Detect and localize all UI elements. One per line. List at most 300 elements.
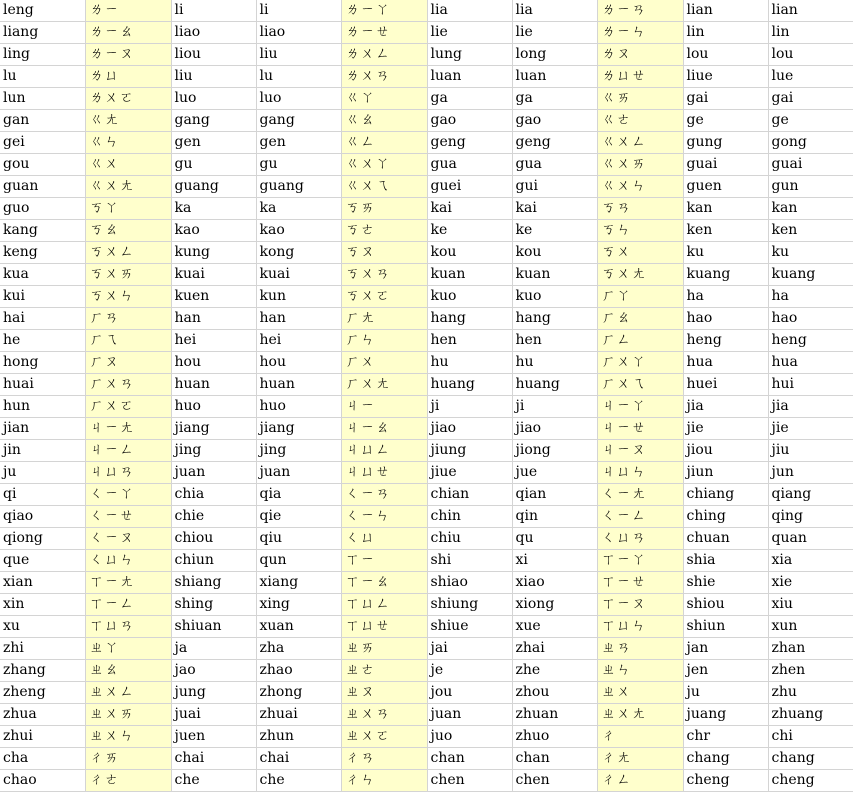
pinyin-cell[interactable]: chiang [683,484,768,506]
zhuyin-cell[interactable]: ㄎㄨㄣ [85,286,171,308]
pinyin-cell[interactable]: zhuai [256,704,341,726]
zhuyin-cell[interactable]: ㄎㄣ [597,220,683,242]
pinyin-cell[interactable]: gei [0,132,85,154]
pinyin-cell[interactable]: jiung [427,440,512,462]
zhuyin-cell[interactable]: ㄓㄨㄞ [85,704,171,726]
pinyin-cell[interactable]: hong [0,352,85,374]
pinyin-cell[interactable]: hang [427,308,512,330]
pinyin-cell[interactable]: han [256,308,341,330]
zhuyin-cell[interactable]: ㄍㄜ [597,110,683,132]
pinyin-cell[interactable]: hei [171,330,256,352]
pinyin-cell[interactable]: chie [171,506,256,528]
pinyin-cell[interactable]: cha [0,748,85,770]
zhuyin-cell[interactable]: ㄔㄜ [85,770,171,792]
zhuyin-cell[interactable]: ㄒㄧㄠ [341,572,427,594]
pinyin-cell[interactable]: zhi [0,638,85,660]
pinyin-cell[interactable]: gai [683,88,768,110]
pinyin-cell[interactable]: huang [427,374,512,396]
pinyin-cell[interactable]: huang [512,374,597,396]
pinyin-cell[interactable]: gai [768,88,853,110]
zhuyin-cell[interactable]: ㄔ [597,726,683,748]
pinyin-cell[interactable]: chang [768,748,853,770]
pinyin-cell[interactable]: zhui [0,726,85,748]
pinyin-cell[interactable]: zha [256,638,341,660]
pinyin-cell[interactable]: huan [171,374,256,396]
zhuyin-cell[interactable]: ㄎㄨㄢ [341,264,427,286]
zhuyin-cell[interactable]: ㄌㄩㄝ [597,66,683,88]
zhuyin-cell[interactable]: ㄓㄨㄤ [597,704,683,726]
zhuyin-cell[interactable]: ㄒㄧㄡ [597,594,683,616]
pinyin-cell[interactable]: juen [171,726,256,748]
pinyin-cell[interactable]: liang [0,22,85,44]
pinyin-cell[interactable]: ken [683,220,768,242]
pinyin-cell[interactable]: kuang [683,264,768,286]
pinyin-cell[interactable]: chai [171,748,256,770]
pinyin-cell[interactable]: huan [256,374,341,396]
zhuyin-cell[interactable]: ㄍㄚ [341,88,427,110]
pinyin-cell[interactable]: kuai [171,264,256,286]
pinyin-cell[interactable]: hua [768,352,853,374]
pinyin-cell[interactable]: xin [0,594,85,616]
pinyin-cell[interactable]: lian [683,0,768,22]
pinyin-cell[interactable]: chiu [427,528,512,550]
zhuyin-cell[interactable]: ㄐㄧㄠ [341,418,427,440]
pinyin-cell[interactable]: shiao [427,572,512,594]
pinyin-cell[interactable]: kao [256,220,341,242]
zhuyin-cell[interactable]: ㄏㄚ [597,286,683,308]
zhuyin-cell[interactable]: ㄎㄨ [597,242,683,264]
pinyin-cell[interactable]: gang [256,110,341,132]
zhuyin-cell[interactable]: ㄒㄧㄥ [85,594,171,616]
pinyin-cell[interactable]: han [171,308,256,330]
pinyin-cell[interactable]: kao [171,220,256,242]
zhuyin-cell[interactable]: ㄒㄩㄥ [341,594,427,616]
pinyin-cell[interactable]: shiung [427,594,512,616]
zhuyin-cell[interactable]: ㄔㄞ [85,748,171,770]
pinyin-cell[interactable]: guan [0,176,85,198]
zhuyin-cell[interactable]: ㄎㄢ [597,198,683,220]
pinyin-cell[interactable]: jin [0,440,85,462]
pinyin-cell[interactable]: shing [171,594,256,616]
zhuyin-cell[interactable]: ㄓㄨㄢ [341,704,427,726]
pinyin-cell[interactable]: gua [427,154,512,176]
pinyin-cell[interactable]: leng [0,0,85,22]
pinyin-cell[interactable]: zhan [768,638,853,660]
pinyin-cell[interactable]: liue [683,66,768,88]
pinyin-cell[interactable]: huei [683,374,768,396]
pinyin-cell[interactable]: zhai [512,638,597,660]
zhuyin-cell[interactable]: ㄐㄧ [341,396,427,418]
pinyin-cell[interactable]: chuan [683,528,768,550]
zhuyin-cell[interactable]: ㄓㄞ [341,638,427,660]
zhuyin-cell[interactable]: ㄔㄥ [597,770,683,792]
pinyin-cell[interactable]: chao [0,770,85,792]
zhuyin-cell[interactable]: ㄐㄩㄝ [341,462,427,484]
pinyin-cell[interactable]: jiang [256,418,341,440]
zhuyin-cell[interactable]: ㄏㄨㄢ [85,374,171,396]
pinyin-cell[interactable]: kong [256,242,341,264]
zhuyin-cell[interactable]: ㄓㄨㄛ [341,726,427,748]
pinyin-cell[interactable]: hou [171,352,256,374]
zhuyin-cell[interactable]: ㄍㄨㄚ [341,154,427,176]
pinyin-cell[interactable]: guen [683,176,768,198]
pinyin-cell[interactable]: chiun [171,550,256,572]
pinyin-cell[interactable]: hun [0,396,85,418]
pinyin-cell[interactable]: shiang [171,572,256,594]
pinyin-cell[interactable]: shie [683,572,768,594]
pinyin-cell[interactable]: he [0,330,85,352]
pinyin-cell[interactable]: kuai [256,264,341,286]
pinyin-cell[interactable]: liu [256,44,341,66]
pinyin-cell[interactable]: qiong [0,528,85,550]
pinyin-cell[interactable]: jao [171,660,256,682]
zhuyin-cell[interactable]: ㄌㄨㄢ [341,66,427,88]
pinyin-cell[interactable]: kuang [768,264,853,286]
pinyin-cell[interactable]: gan [0,110,85,132]
zhuyin-cell[interactable]: ㄍㄣ [85,132,171,154]
zhuyin-cell[interactable]: ㄍㄨㄞ [597,154,683,176]
pinyin-cell[interactable]: lia [512,0,597,22]
zhuyin-cell[interactable]: ㄓㄡ [341,682,427,704]
zhuyin-cell[interactable]: ㄑㄧㄣ [341,506,427,528]
pinyin-cell[interactable]: ken [768,220,853,242]
zhuyin-cell[interactable]: ㄍㄨ [85,154,171,176]
pinyin-cell[interactable]: ka [256,198,341,220]
pinyin-cell[interactable]: hou [256,352,341,374]
pinyin-cell[interactable]: qin [512,506,597,528]
pinyin-cell[interactable]: ji [512,396,597,418]
pinyin-cell[interactable]: zhe [512,660,597,682]
pinyin-cell[interactable]: shia [683,550,768,572]
pinyin-cell[interactable]: kuan [512,264,597,286]
pinyin-cell[interactable]: gao [427,110,512,132]
pinyin-cell[interactable]: xia [768,550,853,572]
zhuyin-cell[interactable]: ㄏㄨㄚ [597,352,683,374]
zhuyin-cell[interactable]: ㄍㄥ [341,132,427,154]
pinyin-cell[interactable]: jung [171,682,256,704]
pinyin-cell[interactable]: hui [768,374,853,396]
pinyin-cell[interactable]: juo [427,726,512,748]
pinyin-cell[interactable]: ja [171,638,256,660]
pinyin-cell[interactable]: huo [171,396,256,418]
pinyin-cell[interactable]: li [171,0,256,22]
zhuyin-cell[interactable]: ㄌㄧ [85,0,171,22]
zhuyin-cell[interactable]: ㄑㄧㄡ [85,528,171,550]
pinyin-cell[interactable]: liao [171,22,256,44]
zhuyin-cell[interactable]: ㄏㄤ [341,308,427,330]
pinyin-cell[interactable]: che [256,770,341,792]
pinyin-cell[interactable]: lue [768,66,853,88]
pinyin-cell[interactable]: kou [427,242,512,264]
pinyin-cell[interactable]: qiao [0,506,85,528]
pinyin-cell[interactable]: hu [427,352,512,374]
zhuyin-cell[interactable]: ㄑㄩ [341,528,427,550]
pinyin-cell[interactable]: ke [512,220,597,242]
pinyin-cell[interactable]: cheng [683,770,768,792]
pinyin-cell[interactable]: gun [768,176,853,198]
pinyin-cell[interactable]: huai [0,374,85,396]
pinyin-cell[interactable]: xue [512,616,597,638]
pinyin-cell[interactable]: ha [683,286,768,308]
zhuyin-cell[interactable]: ㄍㄨㄤ [85,176,171,198]
pinyin-cell[interactable]: guang [171,176,256,198]
pinyin-cell[interactable]: lin [768,22,853,44]
pinyin-cell[interactable]: ge [768,110,853,132]
pinyin-cell[interactable]: heng [768,330,853,352]
pinyin-cell[interactable]: shiue [427,616,512,638]
pinyin-cell[interactable]: jou [427,682,512,704]
pinyin-cell[interactable]: chi [768,726,853,748]
pinyin-cell[interactable]: lie [427,22,512,44]
pinyin-cell[interactable]: xiang [256,572,341,594]
pinyin-cell[interactable]: kua [0,264,85,286]
zhuyin-cell[interactable]: ㄐㄧㄤ [85,418,171,440]
zhuyin-cell[interactable]: ㄑㄧㄝ [85,506,171,528]
pinyin-cell[interactable]: qiu [256,528,341,550]
pinyin-cell[interactable]: jiao [512,418,597,440]
pinyin-cell[interactable]: zhu [768,682,853,704]
pinyin-cell[interactable]: ku [683,242,768,264]
pinyin-cell[interactable]: hen [427,330,512,352]
pinyin-cell[interactable]: hu [512,352,597,374]
pinyin-cell[interactable]: chen [512,770,597,792]
zhuyin-cell[interactable]: ㄎㄚ [85,198,171,220]
zhuyin-cell[interactable]: ㄏㄢ [85,308,171,330]
zhuyin-cell[interactable]: ㄓㄨ [597,682,683,704]
pinyin-cell[interactable]: guei [427,176,512,198]
pinyin-cell[interactable]: gang [171,110,256,132]
zhuyin-cell[interactable]: ㄎㄨㄛ [341,286,427,308]
pinyin-cell[interactable]: jiou [683,440,768,462]
pinyin-cell[interactable]: gou [0,154,85,176]
pinyin-cell[interactable]: geng [427,132,512,154]
pinyin-cell[interactable]: zhen [768,660,853,682]
pinyin-cell[interactable]: ju [683,682,768,704]
pinyin-cell[interactable]: gao [512,110,597,132]
pinyin-cell[interactable]: hua [683,352,768,374]
zhuyin-cell[interactable]: ㄎㄞ [341,198,427,220]
pinyin-cell[interactable]: shiun [683,616,768,638]
pinyin-cell[interactable]: luan [427,66,512,88]
pinyin-cell[interactable]: juan [171,462,256,484]
pinyin-cell[interactable]: kun [256,286,341,308]
pinyin-cell[interactable]: xiong [512,594,597,616]
pinyin-cell[interactable]: kang [0,220,85,242]
pinyin-cell[interactable]: que [0,550,85,572]
zhuyin-cell[interactable]: ㄏㄠ [597,308,683,330]
pinyin-cell[interactable]: juang [683,704,768,726]
pinyin-cell[interactable]: luo [171,88,256,110]
zhuyin-cell[interactable]: ㄒㄧㄚ [597,550,683,572]
pinyin-cell[interactable]: juan [256,462,341,484]
zhuyin-cell[interactable]: ㄏㄡ [85,352,171,374]
pinyin-cell[interactable]: qing [768,506,853,528]
pinyin-cell[interactable]: heng [683,330,768,352]
pinyin-cell[interactable]: lin [683,22,768,44]
zhuyin-cell[interactable]: ㄍㄠ [341,110,427,132]
zhuyin-cell[interactable]: ㄍㄞ [597,88,683,110]
pinyin-cell[interactable]: zhang [0,660,85,682]
zhuyin-cell[interactable]: ㄓㄨㄣ [85,726,171,748]
zhuyin-cell[interactable]: ㄓㄚ [85,638,171,660]
zhuyin-cell[interactable]: ㄑㄧㄥ [597,506,683,528]
pinyin-cell[interactable]: kuo [512,286,597,308]
pinyin-cell[interactable]: zhun [256,726,341,748]
zhuyin-cell[interactable]: ㄎㄠ [85,220,171,242]
zhuyin-cell[interactable]: ㄏㄨㄟ [597,374,683,396]
zhuyin-cell[interactable]: ㄒㄧ [341,550,427,572]
pinyin-cell[interactable]: xiu [768,594,853,616]
pinyin-cell[interactable]: kan [768,198,853,220]
pinyin-cell[interactable]: kuan [427,264,512,286]
pinyin-cell[interactable]: gen [171,132,256,154]
pinyin-cell[interactable]: chai [256,748,341,770]
pinyin-cell[interactable]: chan [512,748,597,770]
zhuyin-cell[interactable]: ㄑㄩㄣ [85,550,171,572]
pinyin-cell[interactable]: che [171,770,256,792]
pinyin-cell[interactable]: qun [256,550,341,572]
pinyin-cell[interactable]: ke [427,220,512,242]
pinyin-cell[interactable]: ji [427,396,512,418]
zhuyin-cell[interactable]: ㄐㄧㄡ [597,440,683,462]
pinyin-cell[interactable]: lou [768,44,853,66]
pinyin-cell[interactable]: jian [0,418,85,440]
pinyin-cell[interactable]: zhuang [768,704,853,726]
pinyin-cell[interactable]: xian [0,572,85,594]
pinyin-cell[interactable]: jiu [768,440,853,462]
pinyin-cell[interactable]: lie [512,22,597,44]
pinyin-cell[interactable]: jie [768,418,853,440]
pinyin-cell[interactable]: lu [0,66,85,88]
zhuyin-cell[interactable]: ㄏㄟ [85,330,171,352]
zhuyin-cell[interactable]: ㄒㄧㄤ [85,572,171,594]
pinyin-cell[interactable]: jiong [512,440,597,462]
pinyin-cell[interactable]: hang [512,308,597,330]
pinyin-cell[interactable]: guo [0,198,85,220]
pinyin-cell[interactable]: hao [683,308,768,330]
pinyin-cell[interactable]: gen [256,132,341,154]
zhuyin-cell[interactable]: ㄏㄣ [341,330,427,352]
pinyin-cell[interactable]: gu [171,154,256,176]
zhuyin-cell[interactable]: ㄒㄩㄝ [341,616,427,638]
pinyin-cell[interactable]: cheng [768,770,853,792]
pinyin-cell[interactable]: geng [512,132,597,154]
zhuyin-cell[interactable]: ㄏㄥ [597,330,683,352]
pinyin-cell[interactable]: li [256,0,341,22]
zhuyin-cell[interactable]: ㄏㄨ [341,352,427,374]
pinyin-cell[interactable]: jie [683,418,768,440]
pinyin-cell[interactable]: shiuan [171,616,256,638]
zhuyin-cell[interactable]: ㄔㄣ [341,770,427,792]
zhuyin-cell[interactable]: ㄎㄡ [341,242,427,264]
pinyin-cell[interactable]: juai [171,704,256,726]
pinyin-cell[interactable]: liu [171,66,256,88]
zhuyin-cell[interactable]: ㄐㄩㄢ [85,462,171,484]
pinyin-cell[interactable]: quan [768,528,853,550]
zhuyin-cell[interactable]: ㄌㄧㄚ [341,0,427,22]
pinyin-cell[interactable]: lia [427,0,512,22]
zhuyin-cell[interactable]: ㄐㄩㄥ [341,440,427,462]
pinyin-cell[interactable]: ling [0,44,85,66]
pinyin-cell[interactable]: jing [171,440,256,462]
pinyin-cell[interactable]: jiun [683,462,768,484]
pinyin-cell[interactable]: jai [427,638,512,660]
pinyin-cell[interactable]: jen [683,660,768,682]
zhuyin-cell[interactable]: ㄐㄧㄥ [85,440,171,462]
pinyin-cell[interactable]: xing [256,594,341,616]
zhuyin-cell[interactable]: ㄐㄧㄚ [597,396,683,418]
pinyin-cell[interactable]: kui [0,286,85,308]
pinyin-cell[interactable]: ju [0,462,85,484]
zhuyin-cell[interactable]: ㄎㄨㄤ [597,264,683,286]
pinyin-cell[interactable]: long [512,44,597,66]
zhuyin-cell[interactable]: ㄏㄨㄛ [85,396,171,418]
pinyin-cell[interactable]: keng [0,242,85,264]
zhuyin-cell[interactable]: ㄍㄨㄥ [597,132,683,154]
pinyin-cell[interactable]: chian [427,484,512,506]
pinyin-cell[interactable]: guai [683,154,768,176]
pinyin-cell[interactable]: jiue [427,462,512,484]
pinyin-cell[interactable]: chan [427,748,512,770]
pinyin-cell[interactable]: xu [0,616,85,638]
pinyin-cell[interactable]: liou [171,44,256,66]
pinyin-cell[interactable]: ku [768,242,853,264]
pinyin-cell[interactable]: chin [427,506,512,528]
pinyin-cell[interactable]: xun [768,616,853,638]
zhuyin-cell[interactable]: ㄓㄠ [85,660,171,682]
zhuyin-cell[interactable]: ㄓㄣ [597,660,683,682]
pinyin-cell[interactable]: lou [683,44,768,66]
zhuyin-cell[interactable]: ㄌㄨㄥ [341,44,427,66]
pinyin-cell[interactable]: ga [512,88,597,110]
pinyin-cell[interactable]: xiao [512,572,597,594]
pinyin-cell[interactable]: hao [768,308,853,330]
zhuyin-cell[interactable]: ㄍㄨㄣ [597,176,683,198]
pinyin-cell[interactable]: luo [256,88,341,110]
zhuyin-cell[interactable]: ㄌㄧㄣ [597,22,683,44]
pinyin-cell[interactable]: kuen [171,286,256,308]
pinyin-cell[interactable]: ka [171,198,256,220]
zhuyin-cell[interactable]: ㄓㄢ [597,638,683,660]
pinyin-cell[interactable]: zhou [512,682,597,704]
pinyin-cell[interactable]: ching [683,506,768,528]
zhuyin-cell[interactable]: ㄍㄤ [85,110,171,132]
zhuyin-cell[interactable]: ㄏㄨㄤ [341,374,427,396]
pinyin-cell[interactable]: je [427,660,512,682]
zhuyin-cell[interactable]: ㄌㄡ [597,44,683,66]
pinyin-cell[interactable]: lun [0,88,85,110]
zhuyin-cell[interactable]: ㄎㄨㄥ [85,242,171,264]
pinyin-cell[interactable]: qian [512,484,597,506]
pinyin-cell[interactable]: zheng [0,682,85,704]
pinyin-cell[interactable]: qia [256,484,341,506]
zhuyin-cell[interactable]: ㄔㄢ [341,748,427,770]
pinyin-cell[interactable]: qi [0,484,85,506]
pinyin-cell[interactable]: chr [683,726,768,748]
pinyin-cell[interactable]: jan [683,638,768,660]
pinyin-cell[interactable]: gu [256,154,341,176]
zhuyin-cell[interactable]: ㄌㄨㄛ [85,88,171,110]
pinyin-cell[interactable]: hei [256,330,341,352]
pinyin-cell[interactable]: zhua [0,704,85,726]
pinyin-cell[interactable]: qu [512,528,597,550]
pinyin-cell[interactable]: juan [427,704,512,726]
zhuyin-cell[interactable]: ㄎㄜ [341,220,427,242]
pinyin-cell[interactable]: xie [768,572,853,594]
pinyin-cell[interactable]: xi [512,550,597,572]
zhuyin-cell[interactable]: ㄑㄩㄢ [597,528,683,550]
pinyin-cell[interactable]: jue [512,462,597,484]
